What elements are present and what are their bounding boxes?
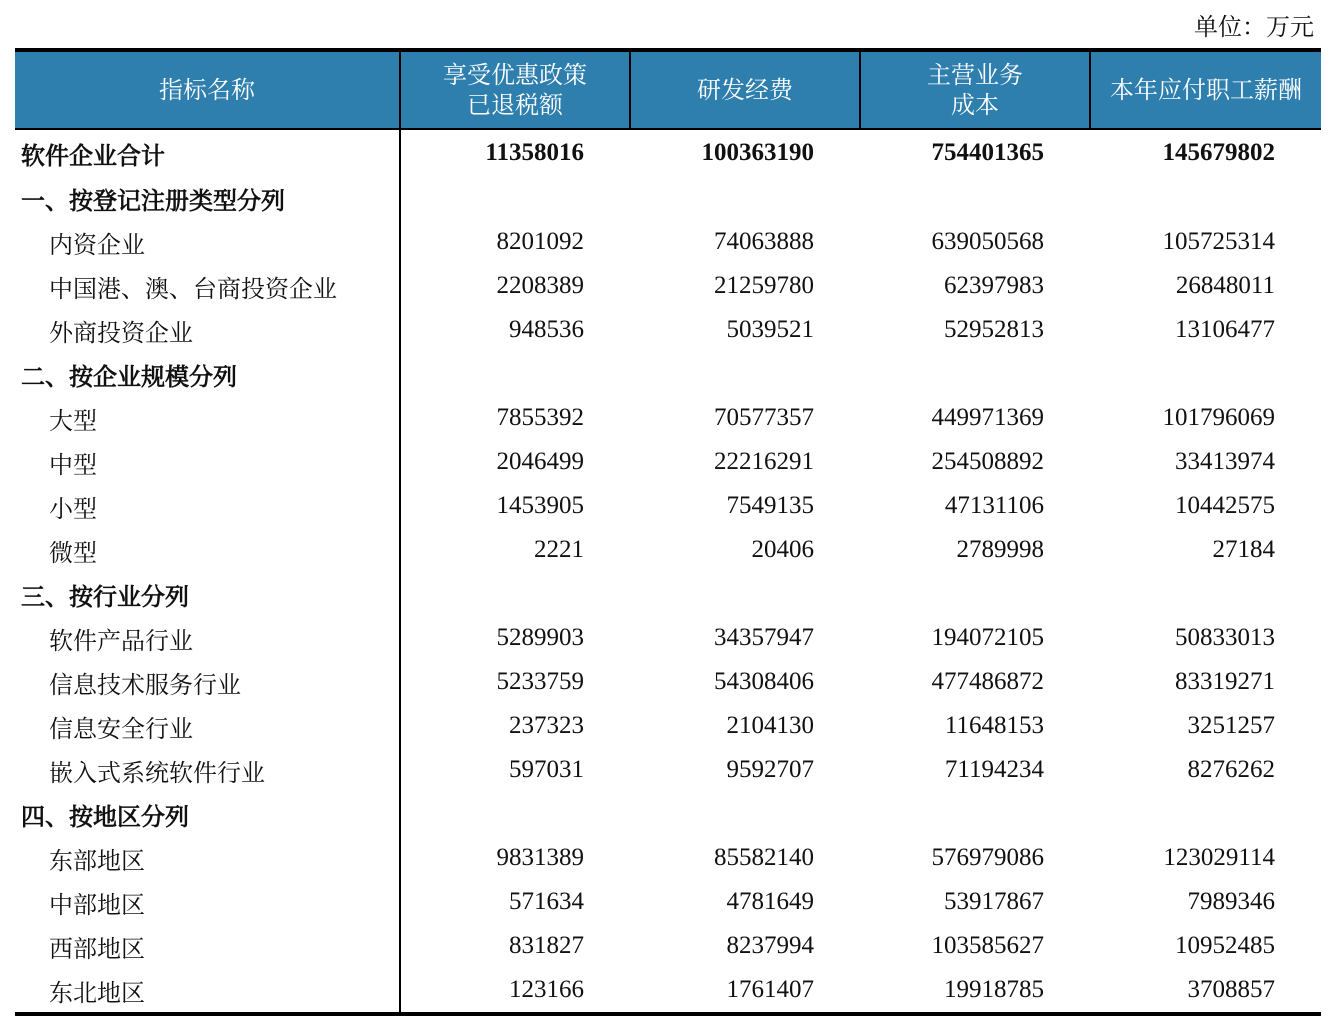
cell-value-col2: 54308406: [714, 668, 814, 695]
cell-value-col1: 831827: [509, 932, 584, 959]
cell-value-col2: 100363190: [701, 139, 814, 166]
cell-value-col2: 70577357: [714, 404, 814, 431]
table-row: [15, 704, 1321, 748]
row-label: 信息技术服务行业: [15, 660, 400, 704]
section-row: [15, 352, 1321, 396]
table-row: [15, 308, 1321, 352]
header-main-business-cost: [860, 52, 1090, 129]
table-row: [15, 880, 1321, 924]
cell-value-col4: 27184: [1212, 536, 1275, 563]
cell-value-col2: 7549135: [726, 492, 814, 519]
cell-value-col4: 50833013: [1175, 624, 1275, 651]
row-label: 西部地区: [15, 924, 400, 968]
cell-value-col2: 2104130: [726, 712, 814, 739]
cell-value-col2: [630, 572, 860, 616]
cell-value-col1: 8201092: [496, 228, 584, 255]
row-label: 小型: [15, 484, 400, 528]
cell-value-col1: 571634: [509, 888, 584, 915]
row-label: 内资企业: [15, 220, 400, 264]
table-row: [15, 660, 1321, 704]
cell-value-col1: [400, 792, 630, 836]
cell-value-col4: 10442575: [1175, 492, 1275, 519]
cell-value-col2: 1761407: [726, 976, 814, 1003]
cell-value-col3: 2789998: [956, 536, 1044, 563]
header-tax-refund-line2: 已退税额: [467, 91, 563, 119]
cell-value-col1: 123166: [509, 976, 584, 1003]
cell-value-col4: [1090, 792, 1321, 836]
table-bottom-rule: [15, 1012, 1321, 1016]
cell-value-col2: 22216291: [714, 448, 814, 475]
cell-value-col4: [1090, 176, 1321, 220]
cell-value-col2: 8237994: [726, 932, 814, 959]
cell-value-col1: 1453905: [496, 492, 584, 519]
cell-value-col4: 8276262: [1187, 756, 1275, 783]
cell-value-col3: [860, 352, 1090, 396]
cell-value-col2: 21259780: [714, 272, 814, 299]
row-label: 软件企业合计: [15, 129, 400, 176]
cell-value-col4: 105725314: [1162, 228, 1275, 255]
table-row: [15, 264, 1321, 308]
row-label: 大型: [15, 396, 400, 440]
header-indicator-name-text: 指标名称: [159, 76, 255, 104]
cell-value-col4: 3251257: [1187, 712, 1275, 739]
cell-value-col1: 2208389: [496, 272, 584, 299]
table-row: [15, 836, 1321, 880]
cell-value-col1: 7855392: [496, 404, 584, 431]
cell-value-col4: 10952485: [1175, 932, 1275, 959]
total-row: [15, 129, 1321, 176]
table-header: [15, 52, 1321, 129]
cell-value-col1: 237323: [509, 712, 584, 739]
cell-value-col3: 103585627: [931, 932, 1044, 959]
row-label: 一、按登记注册类型分列: [15, 176, 400, 220]
cell-value-col2: 9592707: [726, 756, 814, 783]
cell-value-col3: [860, 176, 1090, 220]
row-label: 东北地区: [15, 968, 400, 1012]
cell-value-col1: 948536: [509, 316, 584, 343]
row-label: 软件产品行业: [15, 616, 400, 660]
cell-value-col2: [630, 352, 860, 396]
header-tax-refund-line1: 享受优惠政策: [443, 61, 587, 89]
cell-value-col1: 597031: [509, 756, 584, 783]
cell-value-col4: [1090, 352, 1321, 396]
row-label: 嵌入式系统软件行业: [15, 748, 400, 792]
header-main-business-cost-line1: 主营业务: [927, 61, 1023, 89]
row-label: 外商投资企业: [15, 308, 400, 352]
cell-value-col4: 26848011: [1175, 272, 1275, 299]
cell-value-col3: 71194234: [944, 756, 1044, 783]
cell-value-col1: [400, 572, 630, 616]
cell-value-col2: 4781649: [726, 888, 814, 915]
cell-value-col4: 3708857: [1187, 976, 1275, 1003]
row-label: 四、按地区分列: [15, 792, 400, 836]
table-row: [15, 528, 1321, 572]
cell-value-col1: [400, 176, 630, 220]
row-label: 东部地区: [15, 836, 400, 880]
cell-value-col1: 5289903: [496, 624, 584, 651]
cell-value-col3: 47131106: [944, 492, 1044, 519]
data-table: [15, 52, 1321, 1012]
cell-value-col2: 85582140: [714, 844, 814, 871]
table-row: [15, 440, 1321, 484]
cell-value-col3: 449971369: [931, 404, 1044, 431]
cell-value-col3: 62397983: [944, 272, 1044, 299]
cell-value-col1: [400, 352, 630, 396]
cell-value-col3: 639050568: [931, 228, 1044, 255]
cell-value-col2: 20406: [751, 536, 814, 563]
row-label: 中国港、澳、台商投资企业: [15, 264, 400, 308]
header-payroll-text: 本年应付职工薪酬: [1110, 76, 1302, 104]
section-row: [15, 176, 1321, 220]
cell-value-col1: 2221: [534, 536, 584, 563]
cell-value-col4: 145679802: [1162, 139, 1275, 166]
cell-value-col1: 5233759: [496, 668, 584, 695]
table-row: [15, 748, 1321, 792]
cell-value-col3: 19918785: [944, 976, 1044, 1003]
cell-value-col2: [630, 176, 860, 220]
cell-value-col3: [860, 792, 1090, 836]
cell-value-col4: 101796069: [1162, 404, 1275, 431]
section-row: [15, 792, 1321, 836]
cell-value-col4: 13106477: [1175, 316, 1275, 343]
table-row: [15, 616, 1321, 660]
cell-value-col3: 11648153: [944, 712, 1044, 739]
header-payroll: [1090, 52, 1321, 129]
row-label: 二、按企业规模分列: [15, 352, 400, 396]
cell-value-col3: 754401365: [931, 139, 1044, 166]
row-label: 微型: [15, 528, 400, 572]
table-row: [15, 396, 1321, 440]
table-row: [15, 484, 1321, 528]
header-main-business-cost-line2: 成本: [951, 91, 999, 119]
row-label: 中型: [15, 440, 400, 484]
cell-value-col3: 477486872: [931, 668, 1044, 695]
header-indicator-name: [15, 52, 400, 129]
cell-value-col2: [630, 792, 860, 836]
cell-value-col4: 33413974: [1175, 448, 1275, 475]
table-body: [15, 129, 1321, 1012]
cell-value-col1: 9831389: [496, 844, 584, 871]
data-table-container: [15, 48, 1321, 1016]
cell-value-col3: 53917867: [944, 888, 1044, 915]
cell-value-col1: 11358016: [485, 139, 584, 166]
row-label: 三、按行业分列: [15, 572, 400, 616]
cell-value-col3: [860, 572, 1090, 616]
header-tax-refund: [400, 52, 630, 129]
unit-label: 单位：万元: [1194, 13, 1314, 41]
cell-value-col2: 5039521: [726, 316, 814, 343]
cell-value-col3: 52952813: [944, 316, 1044, 343]
header-row: [15, 52, 1321, 129]
cell-value-col3: 254508892: [931, 448, 1044, 475]
row-label: 信息安全行业: [15, 704, 400, 748]
cell-value-col4: 7989346: [1187, 888, 1275, 915]
cell-value-col2: 74063888: [714, 228, 814, 255]
row-label: 中部地区: [15, 880, 400, 924]
table-row: [15, 220, 1321, 264]
cell-value-col2: 34357947: [714, 624, 814, 651]
cell-value-col4: 123029114: [1163, 844, 1275, 871]
cell-value-col4: 83319271: [1175, 668, 1275, 695]
cell-value-col3: 576979086: [931, 844, 1044, 871]
table-row: [15, 968, 1321, 1012]
section-row: [15, 572, 1321, 616]
header-rd-expense-text: 研发经费: [697, 76, 793, 104]
cell-value-col1: 2046499: [496, 448, 584, 475]
header-rd-expense: [630, 52, 860, 129]
cell-value-col4: [1090, 572, 1321, 616]
table-row: [15, 924, 1321, 968]
cell-value-col3: 194072105: [931, 624, 1044, 651]
